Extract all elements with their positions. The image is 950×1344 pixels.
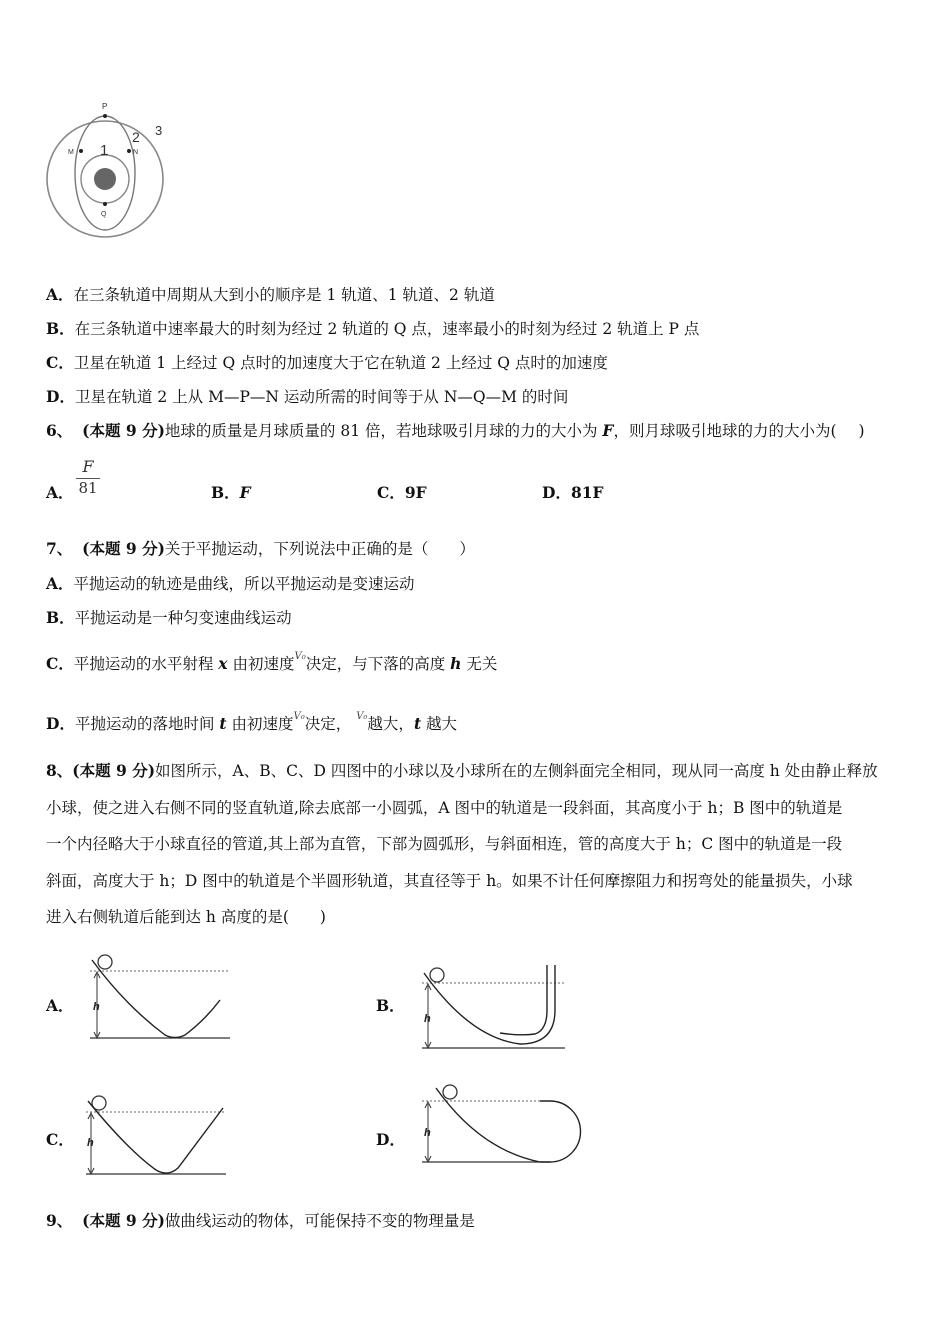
- svg-text:2: 2: [132, 129, 140, 145]
- q9-stem: 9、 (本题 9 分)做曲线运动的物体，可能保持不变的物理量是: [46, 1211, 475, 1230]
- q7-option-a: A．平抛运动的轨迹是曲线，所以平抛运动是变速运动: [46, 574, 415, 593]
- svg-text:h: h: [424, 1013, 431, 1025]
- q5-option-c: C．卫星在轨道 1 上经过 Q 点时的加速度大于它在轨道 2 上经过 Q 点时的加速度: [46, 353, 608, 372]
- svg-text:h: h: [87, 1137, 94, 1149]
- q8-figure-b: [410, 960, 570, 1055]
- q8-figure-c: [78, 1090, 238, 1180]
- svg-text:3: 3: [155, 123, 163, 138]
- q6-option-d: D．81F: [542, 483, 604, 502]
- q8-figure-a: [80, 950, 240, 1045]
- svg-text:P: P: [102, 102, 108, 111]
- svg-text:Q: Q: [101, 211, 107, 218]
- svg-text:M: M: [68, 149, 74, 156]
- q8-fig-d-label: D．: [376, 1130, 405, 1149]
- svg-text:h: h: [93, 1001, 100, 1013]
- q8-fig-c-label: C．: [46, 1130, 74, 1149]
- q7-stem: 7、 (本题 9 分)关于平抛运动，下列说法中正确的是（ ）: [46, 539, 475, 558]
- svg-text:h: h: [424, 1127, 431, 1139]
- q5-option-a: A．在三条轨道中周期从大到小的顺序是 1 轨道、1 轨道、2 轨道: [46, 285, 495, 304]
- q6-option-b: B．F: [211, 483, 251, 502]
- q7-option-d: D．平抛运动的落地时间 t 由初速度$^{V_0}$决定， $^{V_0}$越大，t 越大: [46, 711, 458, 733]
- q7-option-b: B．平抛运动是一种匀变速曲线运动: [46, 608, 292, 627]
- q6-option-a-fraction: F 81: [74, 457, 102, 497]
- q6-option-c: C．9F: [377, 483, 427, 502]
- q7-option-c: C．平抛运动的水平射程 x 由初速度$^{V_0}$决定，与下落的高度 h 无关: [46, 651, 498, 673]
- orbit-figure: [40, 95, 180, 245]
- svg-text:N: N: [133, 149, 139, 156]
- q8-fig-a-label: A．: [46, 996, 74, 1015]
- q5-option-b: B．在三条轨道中速率最大的时刻为经过 2 轨道的 Q 点，速率最小的时刻为经过 2 轨道上 P 点: [46, 319, 700, 338]
- q8-figure-d: [410, 1080, 590, 1170]
- q6-option-a-label: A．: [46, 483, 74, 502]
- planet: [94, 168, 116, 190]
- svg-text:1: 1: [100, 142, 109, 159]
- q8-stem: 8、(本题 9 分)如图所示，A、B、C、D 四图中的小球以及小球所在的左侧斜面完全相同，现从同一高度 h 处由静止释放 小球，使之进入右侧不同的竖直轨道,除去底部一小圆弧，A 图中的轨道是一段斜面，其高度小于 h；B 图中的轨道是 一个内径略大于小球直径的管道,其上部为直管，下部为圆弧形，与斜面相连，管的高度大于 h；C 图中的轨道是一段 斜面，高度大于 h；D 图中的轨道是个半圆形轨道，其直径等于 h。如果不计任何摩擦阻力和拐弯处的能量损失，小球 进入右侧轨道后能到达 h 高度的是( ): [46, 761, 878, 926]
- q5-option-d: D．卫星在轨道 2 上从 M—P—N 运动所需的时间等于从 N—Q—M 的时间: [46, 387, 569, 406]
- q8-fig-b-label: B．: [376, 996, 405, 1015]
- q6-stem: 6、 (本题 9 分)地球的质量是月球质量的 81 倍，若地球吸引月球的力的大小为 F，则月球吸引地球的力的大小为( ): [46, 421, 865, 440]
